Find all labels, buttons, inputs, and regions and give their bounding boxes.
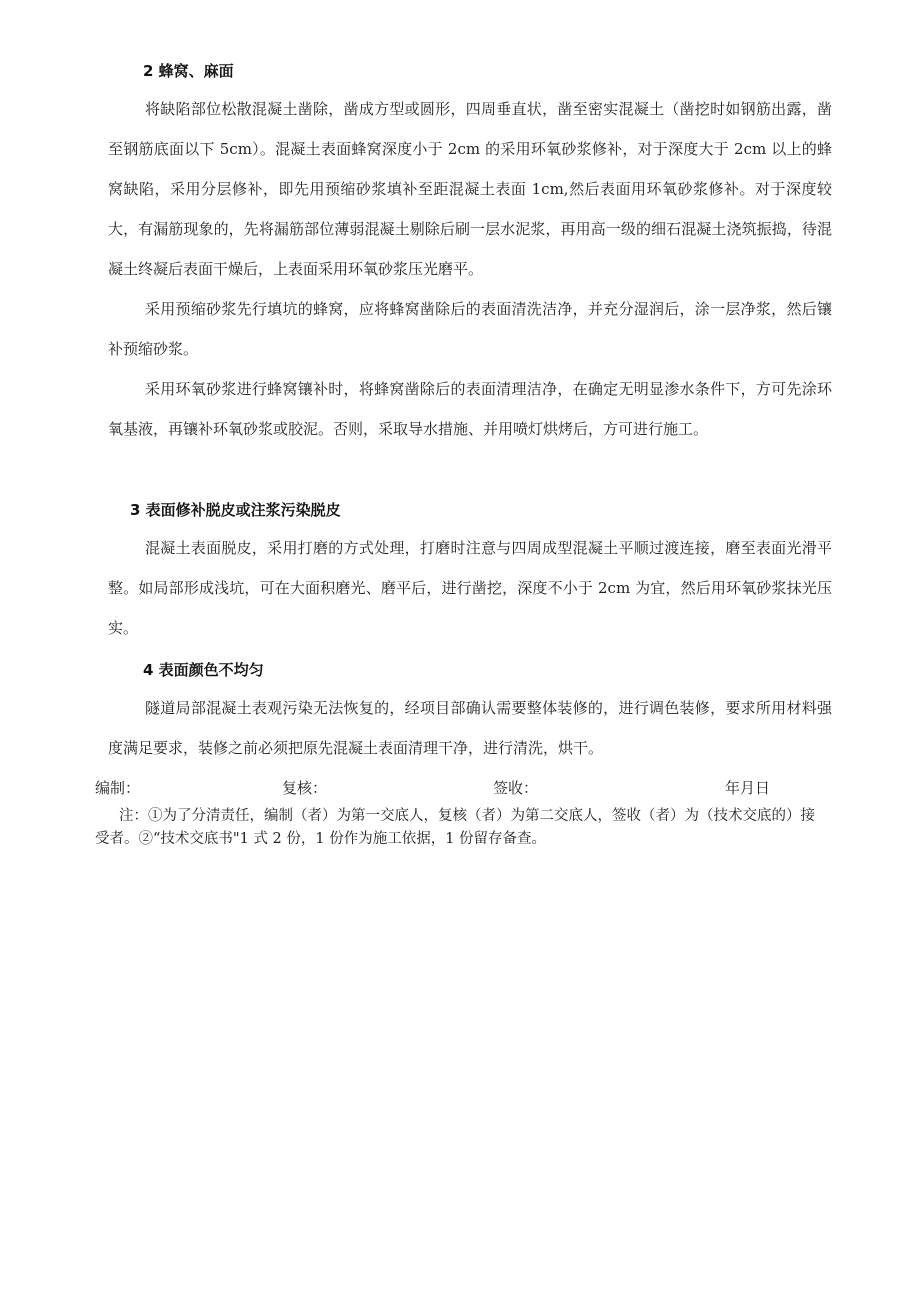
section-3-paragraph-1: 混凝土表面脱皮，采用打磨的方式处理，打磨时注意与四周成型混凝土平顺过渡连接，磨至表面光滑平整。如局部形成浅坑，可在大面积磨光、磨平后，进行凿挖，深度不小于 2cm 为宜，然后用环氧砂浆抹光压实。 [108, 539, 832, 637]
section-2-heading: 2 蜂窝、麻面 [143, 62, 234, 80]
signature-row [95, 777, 785, 803]
date-label: 年月日 [725, 779, 771, 797]
footnote: 注：①为了分清责任，编制（者）为第一交底人，复核（者）为第二交底人，签收（者）为（技术交底的）接受者。②“技术交底书"1 式 2 份，1 份作为施工依据，1 份留存备查。 [95, 808, 815, 847]
section-2-paragraph-3: 采用环氧砂浆进行蜂窝镶补时，将蜂窝凿除后的表面清理洁净，在确定无明显渗水条件下，方可先涂环氧基液，再镶补环氧砂浆或胶泥。否则，采取导水措施、并用喷灯烘烤后，方可进行施工。 [108, 380, 832, 438]
section-2-paragraph-1: 将缺陷部位松散混凝土凿除，凿成方型或圆形，四周垂直状，凿至密实混凝土（凿挖时如钢筋出露，凿至钢筋底面以下 5cm）。混凝土表面蜂窝深度小于 2cm 的采用环氧砂浆修补，对于深度大于 2cm 以上的蜂窝缺陷，采用分层修补，即先用预缩砂浆填补至距混凝土表面 1cm,然后表面用环氧砂浆修补。对于深度较大，有漏筋现象的，先将漏筋部位薄弱混凝土剔除后刷一层水泥浆，再用高一级的细石混凝土浇筑振捣，待混凝土终凝后表面干燥后，上表面采用环氧砂浆压光磨平。 [108, 100, 832, 278]
section-4-paragraph-1: 隧道局部混凝土表观污染无法恢复的，经项目部确认需要整体装修的，进行调色装修，要求所用材料强度满足要求，装修之前必须把原先混凝土表面清理干净，进行清洗，烘干。 [108, 699, 832, 757]
review-label: 复核： [282, 779, 328, 797]
section-2-paragraph-2: 采用预缩砂浆先行填坑的蜂窝，应将蜂窝凿除后的表面清洗洁净，并充分湿润后，涂一层净浆，然后镶补预缩砂浆。 [108, 300, 832, 358]
receive-label: 签收： [493, 779, 539, 797]
section-4-heading: 4 表面颜色不均匀 [143, 661, 264, 679]
compile-label: 编制： [95, 779, 141, 797]
section-3-heading: 3 表面修补脱皮或注浆污染脱皮 [130, 501, 341, 519]
